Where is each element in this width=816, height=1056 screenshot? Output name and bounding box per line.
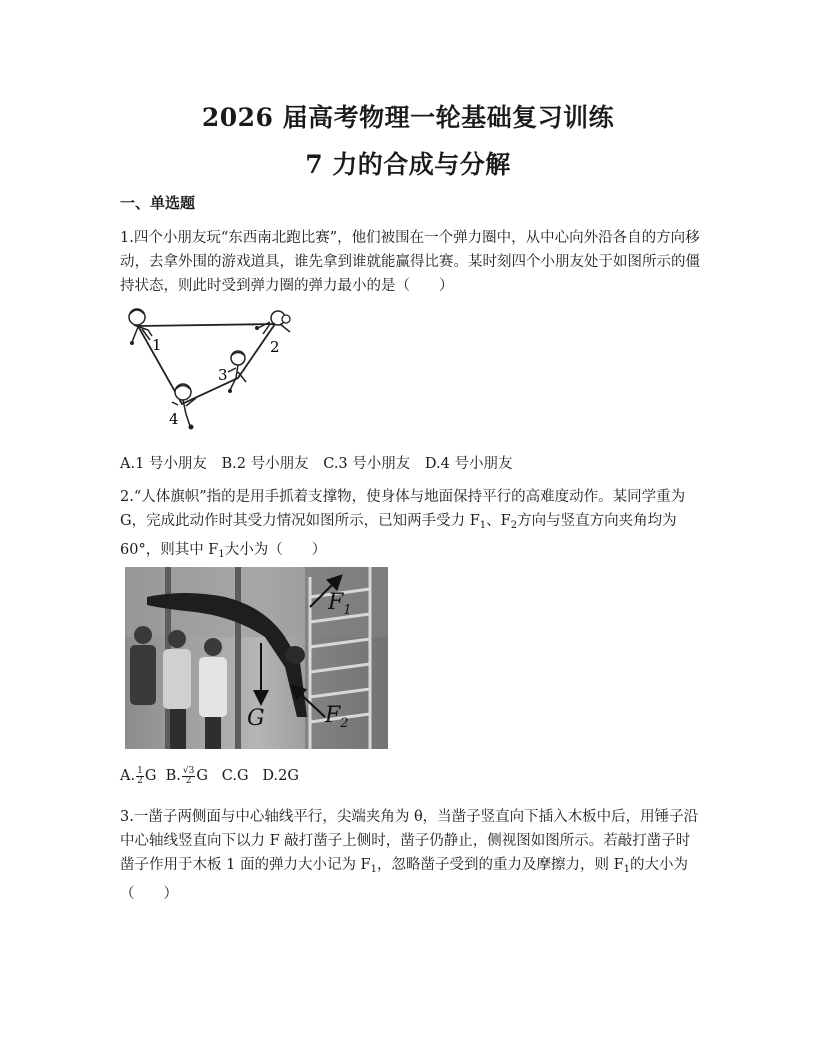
question-2-text: 2.“人体旗帜”指的是用手抓着支撑物，使身体与地面保持平行的高难度动作。某同学重为 G，完成此动作时其受力情况如图所示，已知两手受力 $F_1$、$F_2$方向与竖直方向夹角均为 60°，则其中 $F_1$大小为（ ） [120,489,686,560]
option-a: A.1 号小朋友 [120,456,207,472]
page-title: 2026 届高考物理一轮基础复习训练 [201,103,615,132]
option-d: D.4 号小朋友 [424,456,513,472]
figure-label-2: 2 [270,338,280,356]
question-2-photo [125,567,388,749]
figure-label-1: 1 [152,336,162,354]
figure-label-3: 3 [218,366,228,384]
section-heading: 一、单选题 [120,194,196,212]
option-d: D.2G [262,768,299,784]
question-1-text: 1.四个小朋友玩“东西南北跑比赛”，他们被围在一个弹力圈中，从中心向外沿各自的方向移动，去拿外围的游戏道具，谁先拿到谁就能赢得比赛。某时刻四个小朋友处于如图所示的僵持状态，则此时受到弹力圈的弹力最小的是（ ） [120,230,700,294]
svg-text:F1: $F_1$ [328,590,352,618]
option-a: A. $\frac{1}{2}$ G [120,765,157,786]
child-3-icon [228,351,246,393]
option-b: B.2 号小朋友 [221,456,309,472]
label-g: G [247,706,265,731]
page-subtitle: 7 力的合成与分解 [305,150,511,179]
figure-label-4: 4 [169,410,179,428]
question-1-options [120,452,700,476]
svg-text:F2: $F_2$ [325,703,349,731]
option-c: C.G [221,768,249,784]
child-2-icon [255,311,290,334]
question-3-text: 3.一凿子两侧面与中心轴线平行，尖端夹角为 θ，当凿子竖直向下插入木板中后，用锤子沿中心轴线竖直向下以力 F 敲打凿子上侧时，凿子仍静止，侧视图如图所示。若敲打凿子时凿子作用于木板 1 面的弹力大小记为 $F_1$，忽略凿子受到的重力及摩擦力，则 $F_1$的大小为（ ） [120,809,699,902]
option-b: B. $\frac{√3}{2}$ G [165,765,208,786]
question-1-figure [120,302,310,432]
option-c: C.3 号小朋友 [323,456,411,472]
child-1-icon [129,309,152,345]
question-2-options [120,764,700,788]
